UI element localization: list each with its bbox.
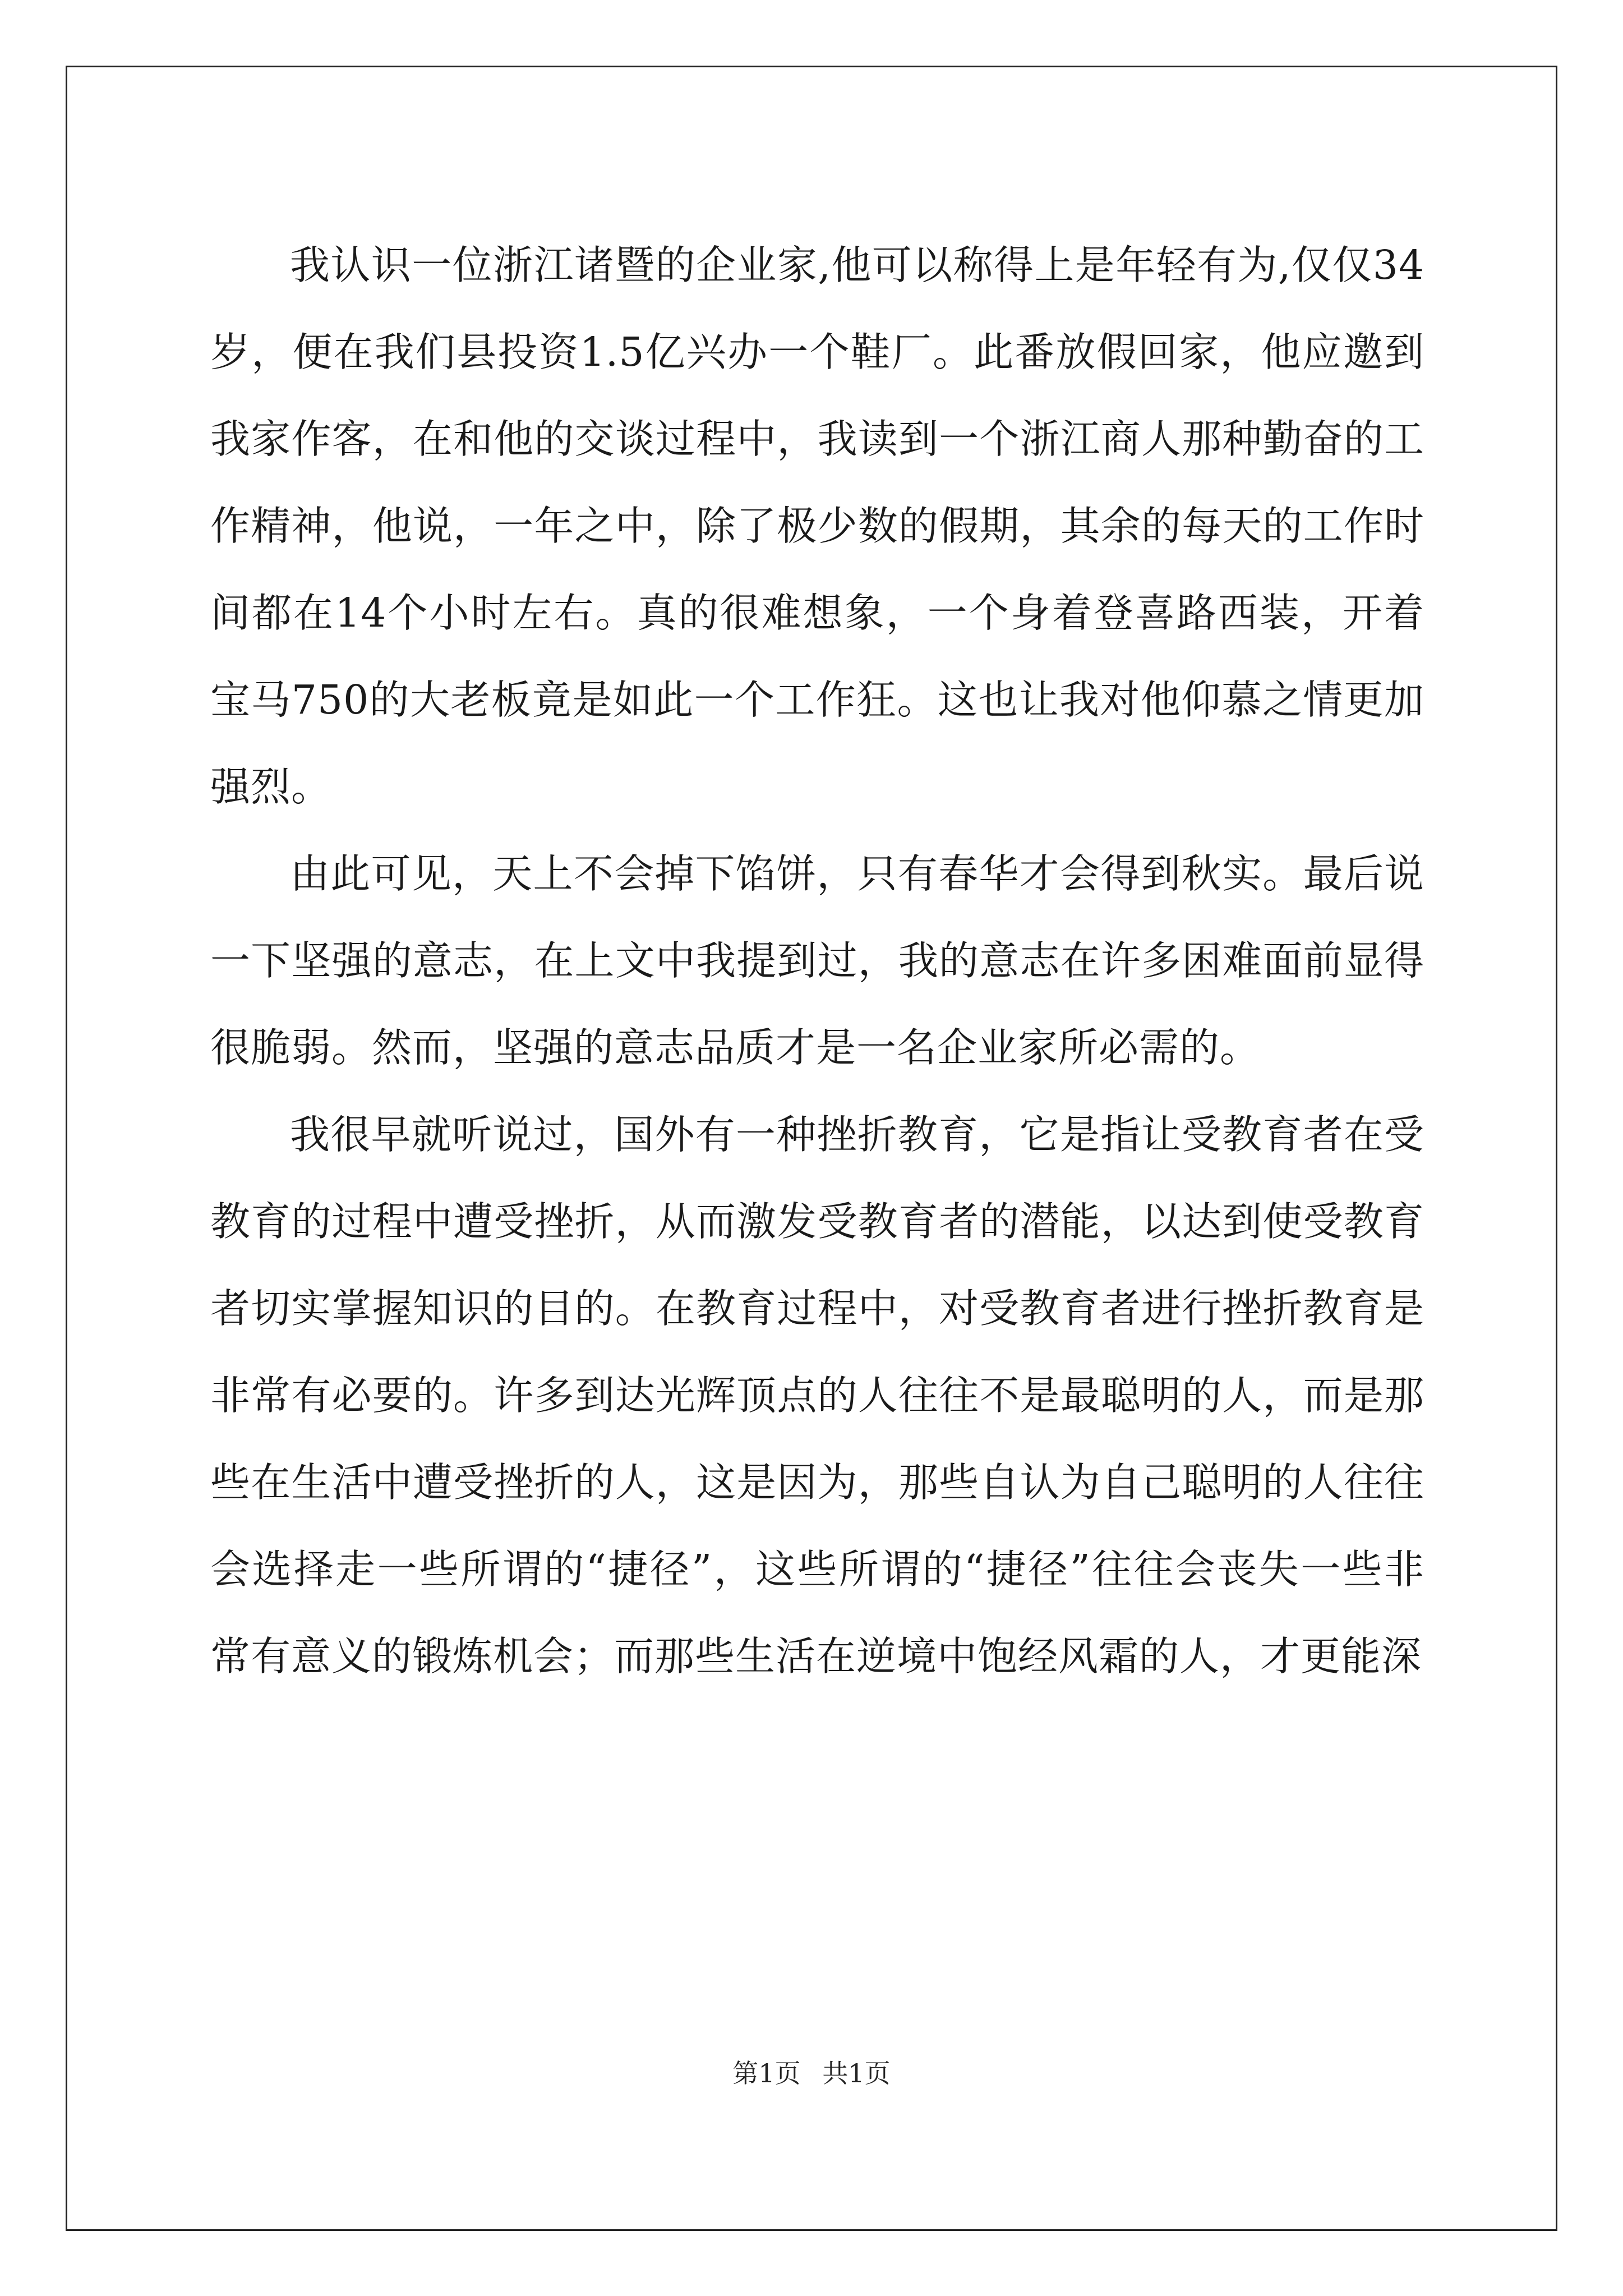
paragraph-2: 由此可见，天上不会掉下馅饼，只有春华才会得到秋实。最后说一下坚强的意志，在上文中我提到过，我的意志在许多困难面前显得很脆弱。然而，坚强的意志品质才是一名企业家所必需的。 — [210, 850, 1424, 1071]
page-footer — [0, 2053, 1623, 2090]
document-body — [210, 222, 1424, 1700]
page-total: 共1页 — [822, 2058, 891, 2088]
paragraph-1: 我认识一位浙江诸暨的企业家,他可以称得上是年轻有为,仅仅34岁，便在我们县投资1.5亿兴办一个鞋厂。此番放假回家，他应邀到我家作客，在和他的交谈过程中，我读到一个浙江商人那种勤奋的工作精神，他说，一年之中，除了极少数的假期，其余的每天的工作时间都在14个小时左右。真的很难想象，一个身着登喜路西装，开着宝马750的大老板竟是如此一个工作狂。这也让我对他仰慕之情更加强烈。 — [210, 242, 1424, 810]
paragraph-3: 我很早就听说过，国外有一种挫折教育，它是指让受教育者在受教育的过程中遭受挫折，从而激发受教育者的潜能，以达到使受教育者切实掌握知识的目的。在教育过程中，对受教育者进行挫折教育是非常有必要的。许多到达光辉顶点的人往往不是最聪明的人，而是那些在生活中遭受挫折的人，这是因为，那些自认为自己聪明的人往往会选择走一些所谓的“捷径”，这些所谓的“捷径”往往会丧失一些非常有意义的锻炼机会；而那些生活在逆境中饱经风霜的人，才更能深 — [210, 1111, 1424, 1680]
page-number: 第1页 — [732, 2058, 801, 2088]
